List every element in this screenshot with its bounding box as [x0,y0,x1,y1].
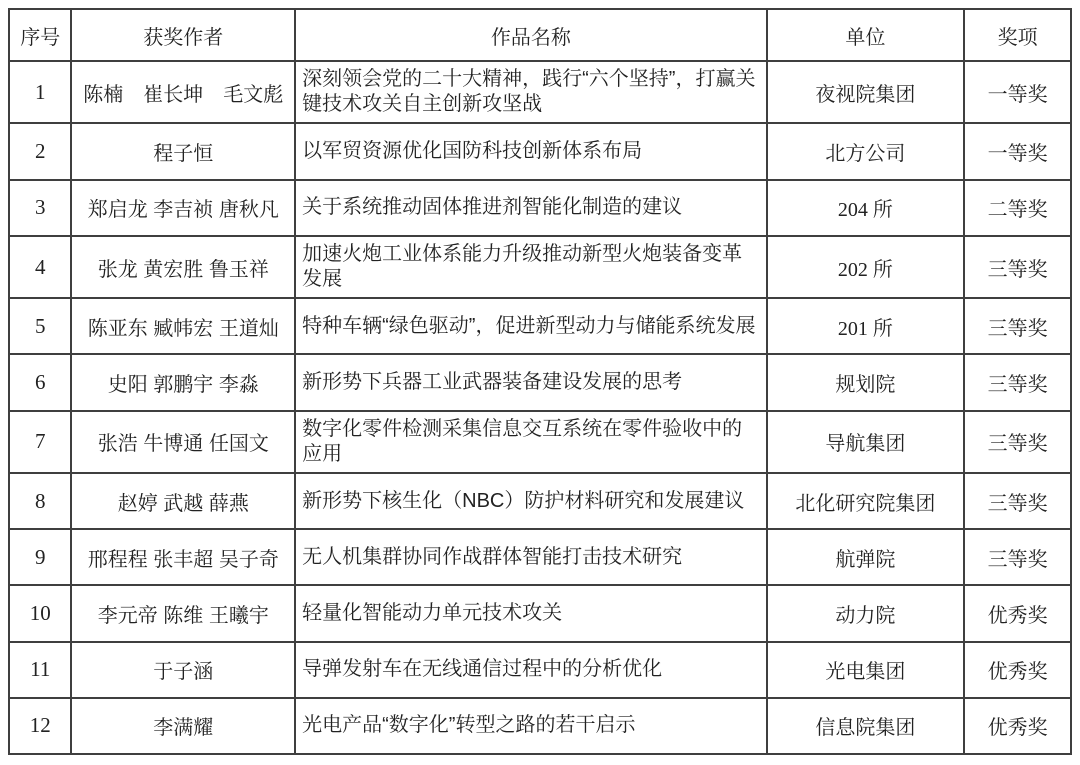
cell-authors: 张龙 黄宏胜 鲁玉祥 [71,236,295,298]
cell-authors: 史阳 郭鹏宇 李淼 [71,354,295,410]
cell-title: 新形势下兵器工业武器装备建设发展的思考 [295,354,767,410]
table-row [9,298,1071,354]
header-row [9,9,1071,61]
header-authors: 获奖作者 [71,9,295,61]
cell-index: 1 [9,61,71,123]
table-row [9,123,1071,179]
cell-authors: 赵婷 武越 薛燕 [71,473,295,529]
table-body [9,61,1071,754]
cell-title: 光电产品“数字化”转型之路的若干启示 [295,698,767,754]
cell-index: 12 [9,698,71,754]
cell-award: 三等奖 [964,236,1071,298]
table-row [9,529,1071,585]
table-row [9,61,1071,123]
cell-unit: 导航集团 [767,411,964,473]
cell-unit: 信息院集团 [767,698,964,754]
header-index: 序号 [9,9,71,61]
cell-award: 三等奖 [964,473,1071,529]
cell-unit: 北化研究院集团 [767,473,964,529]
cell-title: 新形势下核生化（NBC）防护材料研究和发展建议 [295,473,767,529]
cell-unit: 规划院 [767,354,964,410]
header-unit: 单位 [767,9,964,61]
cell-index: 10 [9,585,71,641]
cell-index: 7 [9,411,71,473]
cell-authors: 陈亚东 臧帏宏 王道灿 [71,298,295,354]
table-row [9,473,1071,529]
cell-award: 优秀奖 [964,585,1071,641]
header-award: 奖项 [964,9,1071,61]
cell-authors: 李元帝 陈维 王曦宇 [71,585,295,641]
cell-authors: 邢程程 张丰超 吴子奇 [71,529,295,585]
cell-index: 11 [9,642,71,698]
cell-award: 一等奖 [964,61,1071,123]
cell-title: 以军贸资源优化国防科技创新体系布局 [295,123,767,179]
cell-award: 三等奖 [964,298,1071,354]
cell-title: 加速火炮工业体系能力升级推动新型火炮装备变革发展 [295,236,767,298]
cell-unit: 夜视院集团 [767,61,964,123]
cell-unit: 北方公司 [767,123,964,179]
cell-award: 优秀奖 [964,698,1071,754]
table-row [9,354,1071,410]
cell-authors: 程子恒 [71,123,295,179]
cell-index: 2 [9,123,71,179]
cell-award: 二等奖 [964,180,1071,236]
cell-authors: 张浩 牛博通 任国文 [71,411,295,473]
table-row [9,236,1071,298]
cell-award: 三等奖 [964,529,1071,585]
table-row [9,698,1071,754]
cell-title: 数字化零件检测采集信息交互系统在零件验收中的应用 [295,411,767,473]
cell-unit: 航弹院 [767,529,964,585]
table-row [9,642,1071,698]
cell-unit: 201 所 [767,298,964,354]
table-row [9,585,1071,641]
cell-index: 6 [9,354,71,410]
cell-award: 一等奖 [964,123,1071,179]
cell-authors: 郑启龙 李吉祯 唐秋凡 [71,180,295,236]
cell-title: 关于系统推动固体推进剂智能化制造的建议 [295,180,767,236]
table-row [9,411,1071,473]
cell-index: 3 [9,180,71,236]
cell-index: 5 [9,298,71,354]
cell-title: 轻量化智能动力单元技术攻关 [295,585,767,641]
cell-title: 特种车辆“绿色驱动”，促进新型动力与储能系统发展 [295,298,767,354]
cell-authors: 陈楠 崔长坤 毛文彪 [71,61,295,123]
cell-award: 三等奖 [964,354,1071,410]
cell-title: 导弹发射车在无线通信过程中的分析优化 [295,642,767,698]
cell-unit: 204 所 [767,180,964,236]
header-title: 作品名称 [295,9,767,61]
cell-authors: 李满耀 [71,698,295,754]
table-row [9,180,1071,236]
cell-title: 深刻领会党的二十大精神，践行“六个坚持”，打赢关键技术攻关自主创新攻坚战 [295,61,767,123]
cell-unit: 202 所 [767,236,964,298]
cell-title: 无人机集群协同作战群体智能打击技术研究 [295,529,767,585]
cell-unit: 动力院 [767,585,964,641]
cell-index: 9 [9,529,71,585]
cell-index: 8 [9,473,71,529]
table-header [9,9,1071,61]
awards-table [8,8,1072,755]
cell-award: 三等奖 [964,411,1071,473]
cell-authors: 于子涵 [71,642,295,698]
cell-index: 4 [9,236,71,298]
cell-unit: 光电集团 [767,642,964,698]
cell-award: 优秀奖 [964,642,1071,698]
